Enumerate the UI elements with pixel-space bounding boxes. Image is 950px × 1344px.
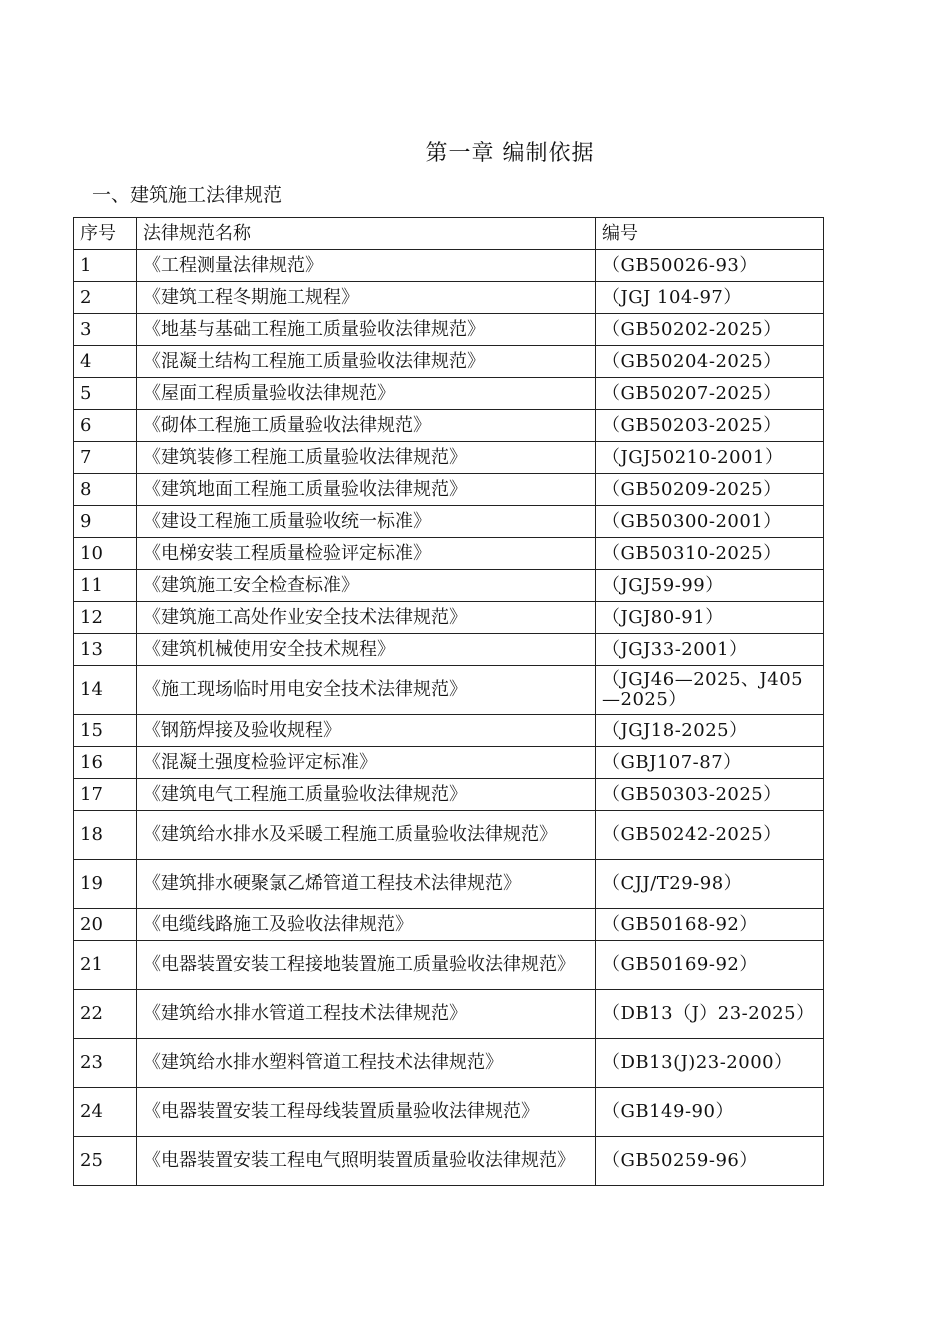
row-name: 《地基与基础工程施工质量验收法律规范》 xyxy=(137,314,596,346)
row-num: 15 xyxy=(74,715,137,747)
row-name: 《建筑电气工程施工质量验收法律规范》 xyxy=(137,779,596,811)
row-name: 《建筑施工高处作业安全技术法律规范》 xyxy=(137,602,596,634)
table-row xyxy=(74,1137,824,1186)
row-num: 5 xyxy=(74,378,137,410)
table-row xyxy=(74,941,824,990)
row-num: 19 xyxy=(74,860,137,909)
row-num: 17 xyxy=(74,779,137,811)
row-code: （JGJ80-91） xyxy=(596,602,824,634)
header-code: 编号 xyxy=(596,218,824,250)
row-name: 《电器装置安装工程电气照明装置质量验收法律规范》 xyxy=(137,1137,596,1186)
table-row xyxy=(74,1088,824,1137)
row-code: （GB50259-96） xyxy=(596,1137,824,1186)
table-row xyxy=(74,666,824,715)
table-row xyxy=(74,378,824,410)
row-name: 《电缆线路施工及验收法律规范》 xyxy=(137,909,596,941)
table-row xyxy=(74,909,824,941)
row-name: 《建筑机械使用安全技术规程》 xyxy=(137,634,596,666)
table-row xyxy=(74,811,824,860)
row-num: 13 xyxy=(74,634,137,666)
table-row xyxy=(74,715,824,747)
table-row xyxy=(74,346,824,378)
table-row xyxy=(74,314,824,346)
row-code: （JGJ 104-97） xyxy=(596,282,824,314)
table-header-row xyxy=(74,218,824,250)
regulations-table xyxy=(73,217,824,1186)
row-code: （GB50300-2001） xyxy=(596,506,824,538)
row-num: 11 xyxy=(74,570,137,602)
row-num: 12 xyxy=(74,602,137,634)
table-row xyxy=(74,1039,824,1088)
row-code: （CJJ/T29-98） xyxy=(596,860,824,909)
row-name: 《建筑地面工程施工质量验收法律规范》 xyxy=(137,474,596,506)
table-row xyxy=(74,538,824,570)
row-num: 16 xyxy=(74,747,137,779)
row-code: （JGJ18-2025） xyxy=(596,715,824,747)
row-code: （JGJ50210-2001） xyxy=(596,442,824,474)
row-name: 《建筑给水排水管道工程技术法律规范》 xyxy=(137,990,596,1039)
row-code: （GB50202-2025） xyxy=(596,314,824,346)
table-row xyxy=(74,779,824,811)
table-row xyxy=(74,442,824,474)
row-code: （GB50209-2025） xyxy=(596,474,824,506)
row-name: 《建筑施工安全检查标准》 xyxy=(137,570,596,602)
row-num: 1 xyxy=(74,250,137,282)
row-num: 20 xyxy=(74,909,137,941)
row-name: 《电器装置安装工程母线装置质量验收法律规范》 xyxy=(137,1088,596,1137)
row-name: 《建筑给水排水及采暖工程施工质量验收法律规范》 xyxy=(137,811,596,860)
row-num: 10 xyxy=(74,538,137,570)
row-num: 3 xyxy=(74,314,137,346)
row-name: 《电器装置安装工程接地装置施工质量验收法律规范》 xyxy=(137,941,596,990)
row-code: （GBJ107-87） xyxy=(596,747,824,779)
row-name: 《工程测量法律规范》 xyxy=(137,250,596,282)
row-num: 7 xyxy=(74,442,137,474)
row-name: 《建筑给水排水塑料管道工程技术法律规范》 xyxy=(137,1039,596,1088)
row-num: 23 xyxy=(74,1039,137,1088)
row-num: 2 xyxy=(74,282,137,314)
row-code: （GB50303-2025） xyxy=(596,779,824,811)
row-code: （JGJ46—2025、J405—2025） xyxy=(596,666,824,715)
row-num: 25 xyxy=(74,1137,137,1186)
row-code: （GB50203-2025） xyxy=(596,410,824,442)
row-name: 《建筑工程冬期施工规程》 xyxy=(137,282,596,314)
row-code: （GB50242-2025） xyxy=(596,811,824,860)
row-name: 《建筑排水硬聚氯乙烯管道工程技术法律规范》 xyxy=(137,860,596,909)
header-name: 法律规范名称 xyxy=(137,218,596,250)
table-row xyxy=(74,990,824,1039)
header-num: 序号 xyxy=(74,218,137,250)
row-name: 《砌体工程施工质量验收法律规范》 xyxy=(137,410,596,442)
row-code: （GB50207-2025） xyxy=(596,378,824,410)
table-row xyxy=(74,250,824,282)
row-code: （GB149-90） xyxy=(596,1088,824,1137)
section-heading: 一、建筑施工法律规范 xyxy=(92,184,283,206)
table-row xyxy=(74,602,824,634)
row-name: 《屋面工程质量验收法律规范》 xyxy=(137,378,596,410)
row-name: 《钢筋焊接及验收规程》 xyxy=(137,715,596,747)
row-code: （GB50026-93） xyxy=(596,250,824,282)
table-row xyxy=(74,506,824,538)
row-num: 8 xyxy=(74,474,137,506)
row-name: 《施工现场临时用电安全技术法律规范》 xyxy=(137,666,596,715)
row-num: 22 xyxy=(74,990,137,1039)
chapter-title: 第一章 编制依据 xyxy=(425,141,595,166)
row-name: 《混凝土结构工程施工质量验收法律规范》 xyxy=(137,346,596,378)
row-code: （GB50168-92） xyxy=(596,909,824,941)
row-num: 14 xyxy=(74,666,137,715)
table-row xyxy=(74,282,824,314)
table-row xyxy=(74,747,824,779)
row-name: 《混凝土强度检验评定标准》 xyxy=(137,747,596,779)
row-num: 6 xyxy=(74,410,137,442)
row-num: 4 xyxy=(74,346,137,378)
table-row xyxy=(74,410,824,442)
row-code: （GB50310-2025） xyxy=(596,538,824,570)
row-code: （DB13(J)23-2000） xyxy=(596,1039,824,1088)
row-code: （GB50204-2025） xyxy=(596,346,824,378)
table-row xyxy=(74,570,824,602)
row-num: 9 xyxy=(74,506,137,538)
row-name: 《建设工程施工质量验收统一标准》 xyxy=(137,506,596,538)
row-name: 《电梯安装工程质量检验评定标准》 xyxy=(137,538,596,570)
row-code: （GB50169-92） xyxy=(596,941,824,990)
table-row xyxy=(74,860,824,909)
table-row xyxy=(74,474,824,506)
row-num: 18 xyxy=(74,811,137,860)
row-num: 24 xyxy=(74,1088,137,1137)
row-code: （JGJ33-2001） xyxy=(596,634,824,666)
row-num: 21 xyxy=(74,941,137,990)
table-row xyxy=(74,634,824,666)
row-name: 《建筑装修工程施工质量验收法律规范》 xyxy=(137,442,596,474)
row-code: （DB13（J）23-2025） xyxy=(596,990,824,1039)
row-code: （JGJ59-99） xyxy=(596,570,824,602)
